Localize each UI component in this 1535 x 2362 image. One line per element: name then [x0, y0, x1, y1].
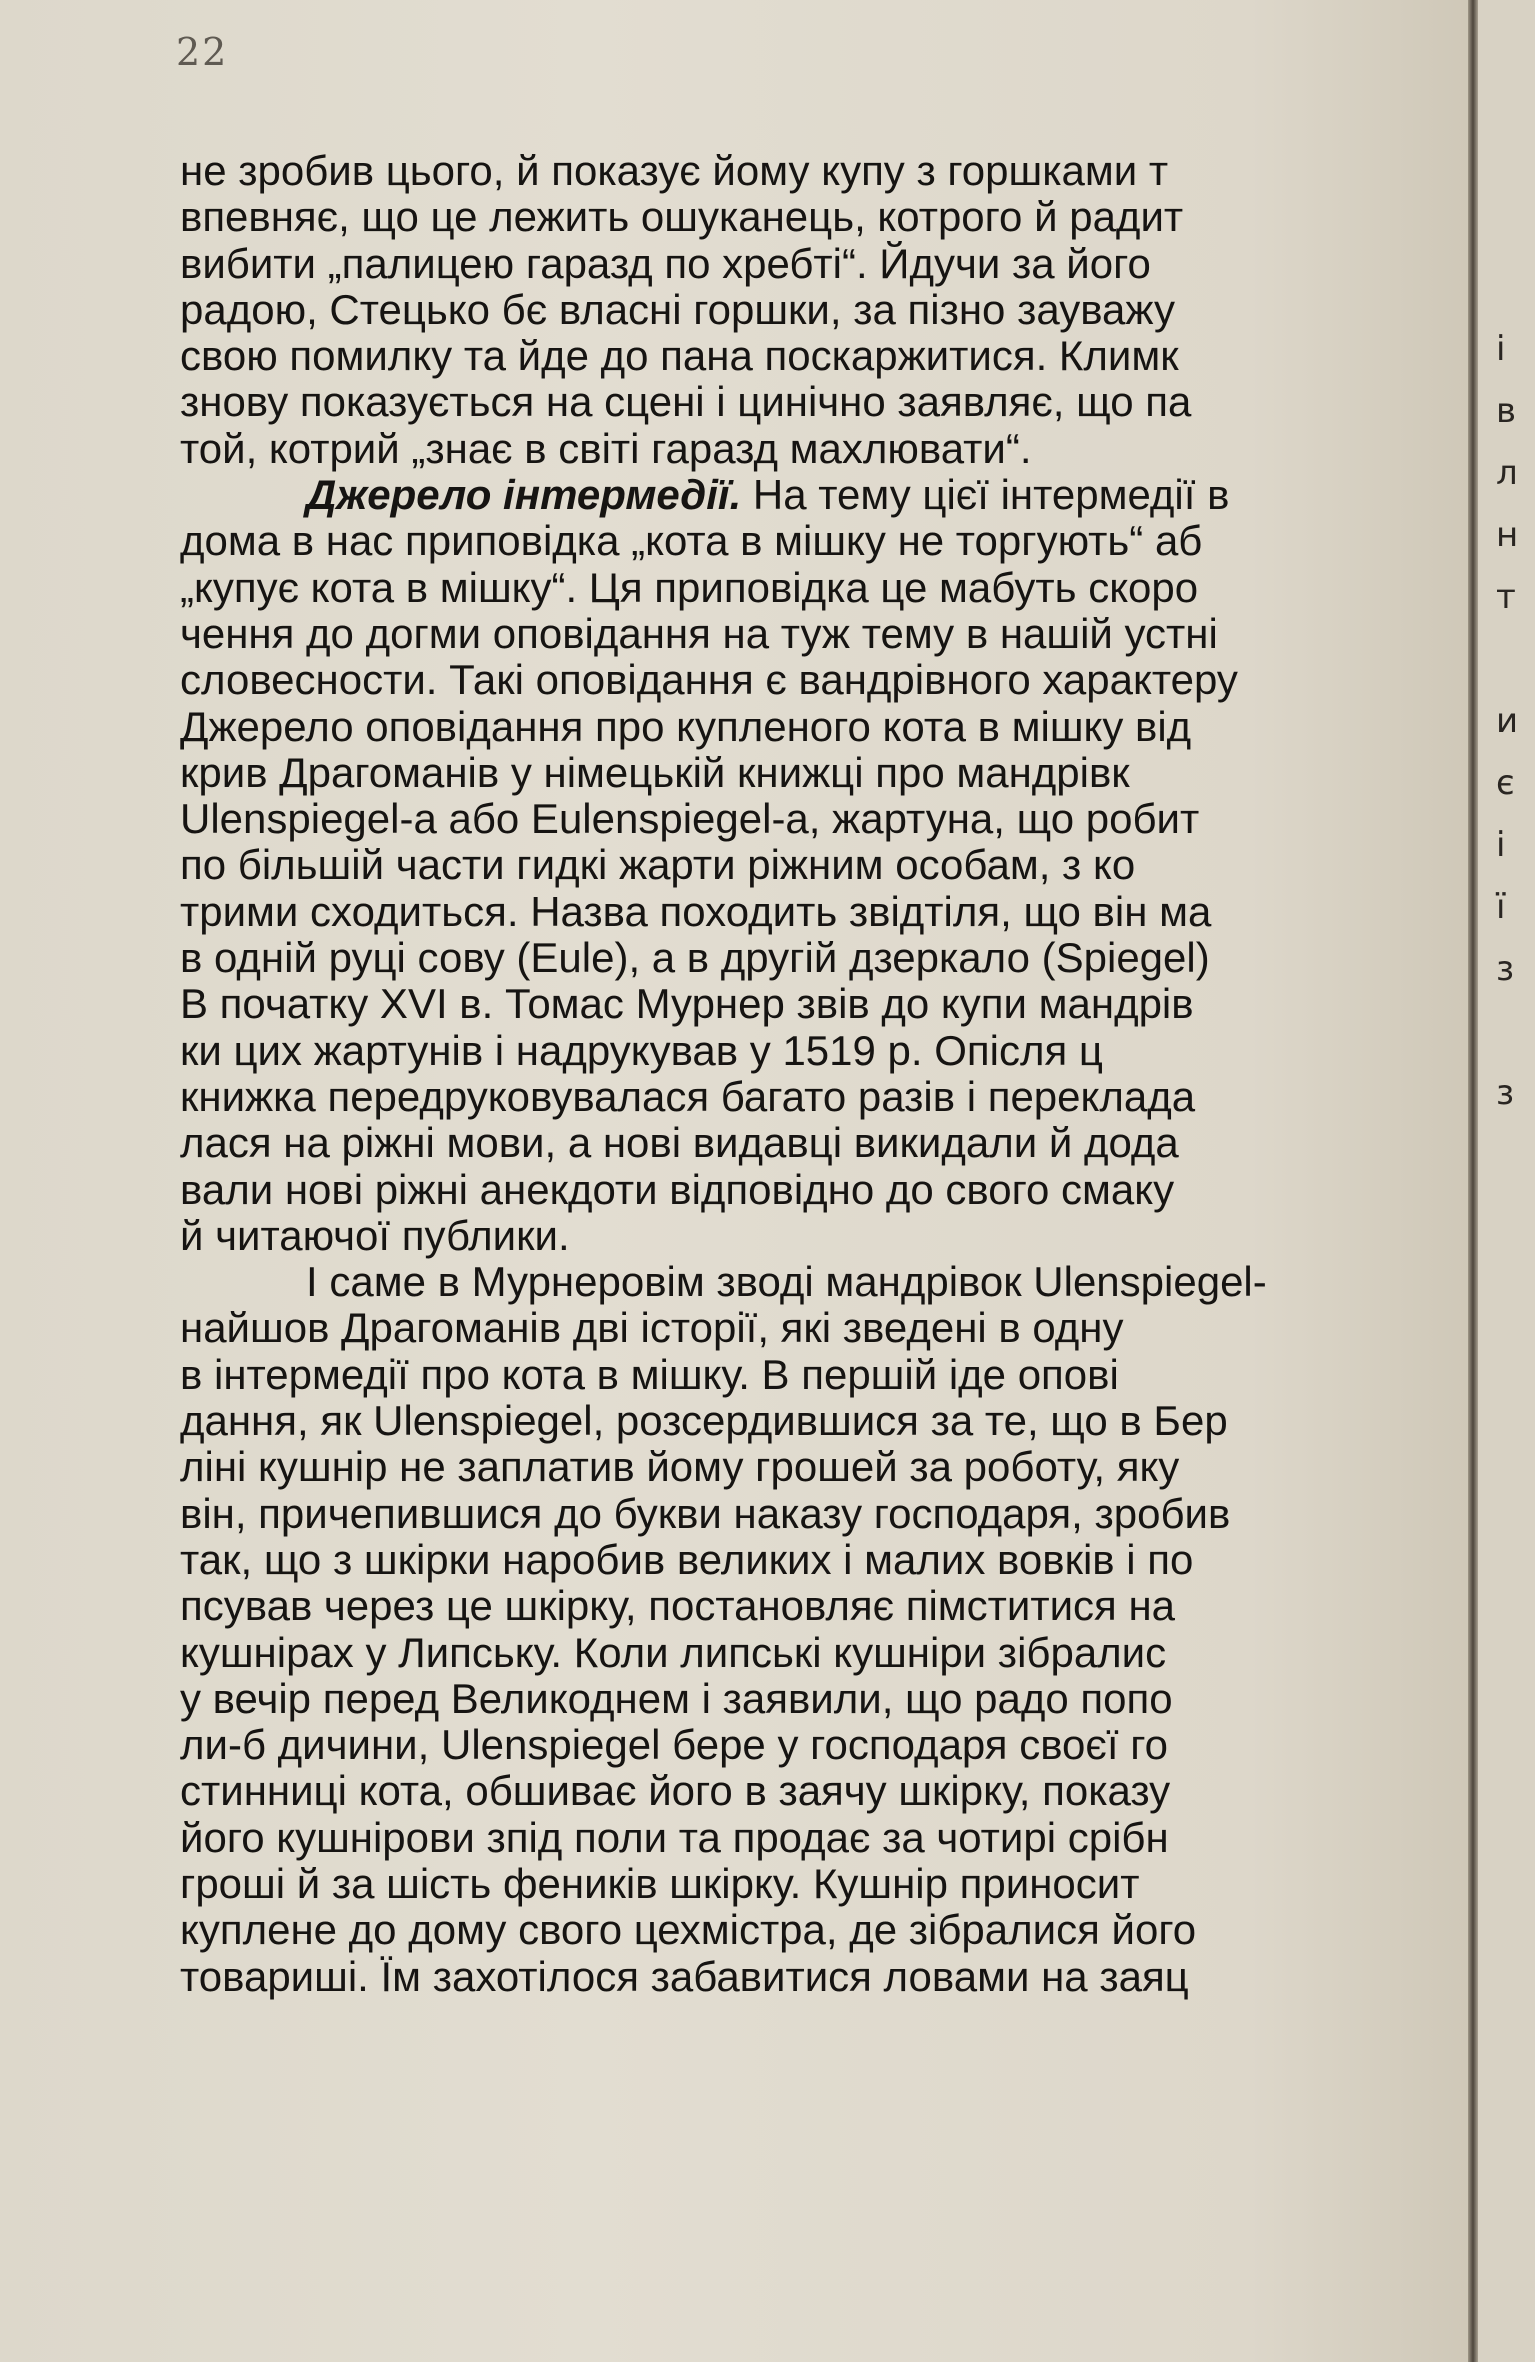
text-line: свою помилку та йде до пана поскаржитися. Климк — [180, 333, 1179, 380]
edge-glyph: ї — [1496, 887, 1506, 927]
text-line: в одній руці сову (Eule), а в другій дзеркало (Spiegel) — [180, 935, 1210, 982]
text-line: ли-б дичини, Ulenspiegel бере у господаря своєї го — [180, 1722, 1168, 1769]
text-line: по більшій части гидкі жарти ріжним особам, з ко — [180, 842, 1136, 889]
text-line: І саме в Мурнеровім зводі мандрівок Ulenspiegel- — [306, 1259, 1267, 1306]
text-line: ки цих жартунів і надрукував у 1519 р. Опісля ц — [180, 1027, 1103, 1074]
edge-glyph: в — [1496, 391, 1517, 431]
text-line: крив Драгоманів у німецькій книжці про мандрівк — [180, 749, 1130, 796]
edge-glyph: з — [1496, 1073, 1515, 1113]
edge-glyph: и — [1496, 701, 1519, 741]
edge-glyph: і — [1496, 825, 1506, 865]
text-line: знову показується на сцені і цинічно заявляє, що па — [180, 379, 1192, 426]
text-line: у вечір перед Великоднем і заявили, що радо попо — [180, 1675, 1173, 1722]
edge-glyph — [1478, 628, 1535, 690]
text-line: товариші. Їм захотілося забавитися ловами на заяц — [180, 1953, 1189, 2000]
text-line: ліні кушнір не заплатив йому грошей за роботу, яку — [180, 1444, 1180, 1491]
book-gutter — [1468, 0, 1478, 2362]
paragraph-2 — [180, 472, 1470, 1259]
text-line: словесности. Такі оповідання є вандрівного характеру — [180, 657, 1238, 704]
edge-glyph: є — [1496, 763, 1515, 803]
text-line: стинниці кота, обшиває його в заячу шкірку, показу — [180, 1768, 1171, 1815]
text-line: псував через це шкірку, постановляє пімститися на — [180, 1583, 1176, 1630]
text-line: вали нові ріжні анекдоти відповідно до свого смаку — [180, 1166, 1175, 1213]
edge-glyph — [1478, 1000, 1535, 1062]
text-line — [180, 472, 1470, 518]
text-line: книжка передруковувалася багато разів і переклада — [180, 1073, 1196, 1120]
page-number: 22 — [176, 30, 229, 74]
text-line: не зробив цього, й показує йому купу з горшками т — [180, 148, 1169, 194]
body-text — [180, 148, 1470, 2000]
edge-glyph: н — [1496, 515, 1519, 555]
text-line: найшов Драгоманів дві історії, які зведені в одну — [180, 1305, 1124, 1352]
paragraph-3 — [180, 1259, 1470, 2000]
edge-glyph: з — [1496, 949, 1515, 989]
text-line: дома в нас приповідка „кота в мішку не торгують“ аб — [180, 518, 1203, 565]
text-line: гроші й за шість феників шкірку. Кушнір приносит — [180, 1860, 1140, 1907]
text-line: той, котрий „знає в світі гаразд махлювати“. — [180, 425, 1032, 472]
section-heading: Джерело інтермедії. — [306, 472, 742, 519]
text-line: В початку XVI в. Томас Мурнер звів до купи мандрів — [180, 981, 1194, 1028]
text-line: Джерело оповідання про купленого кота в мішку від — [180, 703, 1192, 750]
text-line: так, що з шкірки наробив великих і малих вовків і по — [180, 1536, 1194, 1583]
text-line: його кушнірови зпід поли та продає за чотирі срібн — [180, 1814, 1169, 1861]
text-line: в інтермедії про кота в мішку. В першій іде опові — [180, 1351, 1119, 1398]
text-line: Ulenspiegel-а або Eulenspiegel-а, жартуна, що робит — [180, 796, 1200, 843]
text-line: куплене до дому свого цехмістра, де зібралися його — [180, 1907, 1197, 1954]
text-line: кушнірах у Липську. Коли липські кушніри зібралис — [180, 1629, 1167, 1676]
edge-glyph: т — [1496, 577, 1516, 617]
heading-line-rest: На тему цієї інтермедії в — [741, 472, 1230, 519]
text-line: він, причепившися до букви наказу господаря, зробив — [180, 1490, 1231, 1537]
paragraph-1 — [180, 148, 1470, 472]
edge-glyph: і — [1496, 329, 1506, 369]
text-line: чення до догми оповідання на туж тему в нашій устні — [180, 610, 1218, 657]
text-line: впевняє, що це лежить ошуканець, котрого й радит — [180, 194, 1184, 241]
text-line: дання, як Ulenspiegel, розсердившися за те, що в Бер — [180, 1398, 1228, 1445]
text-line: радою, Стецько бє власні горшки, за пізно зауважу — [180, 286, 1175, 333]
text-line: „купує кота в мішку“. Ця приповідка це мабуть скоро — [180, 564, 1199, 611]
text-line: лася на ріжні мови, а нові видавці викидали й дода — [180, 1120, 1179, 1167]
text-line: вибити „палицею гаразд по хребті“. Йдучи за його — [180, 240, 1151, 287]
text-line: й читаючої публики. — [180, 1212, 570, 1259]
edge-glyph: л — [1496, 453, 1518, 493]
adjacent-page-edge — [1478, 0, 1535, 2362]
text-line: трими сходиться. Назва походить звідтіля, що він ма — [180, 888, 1212, 935]
